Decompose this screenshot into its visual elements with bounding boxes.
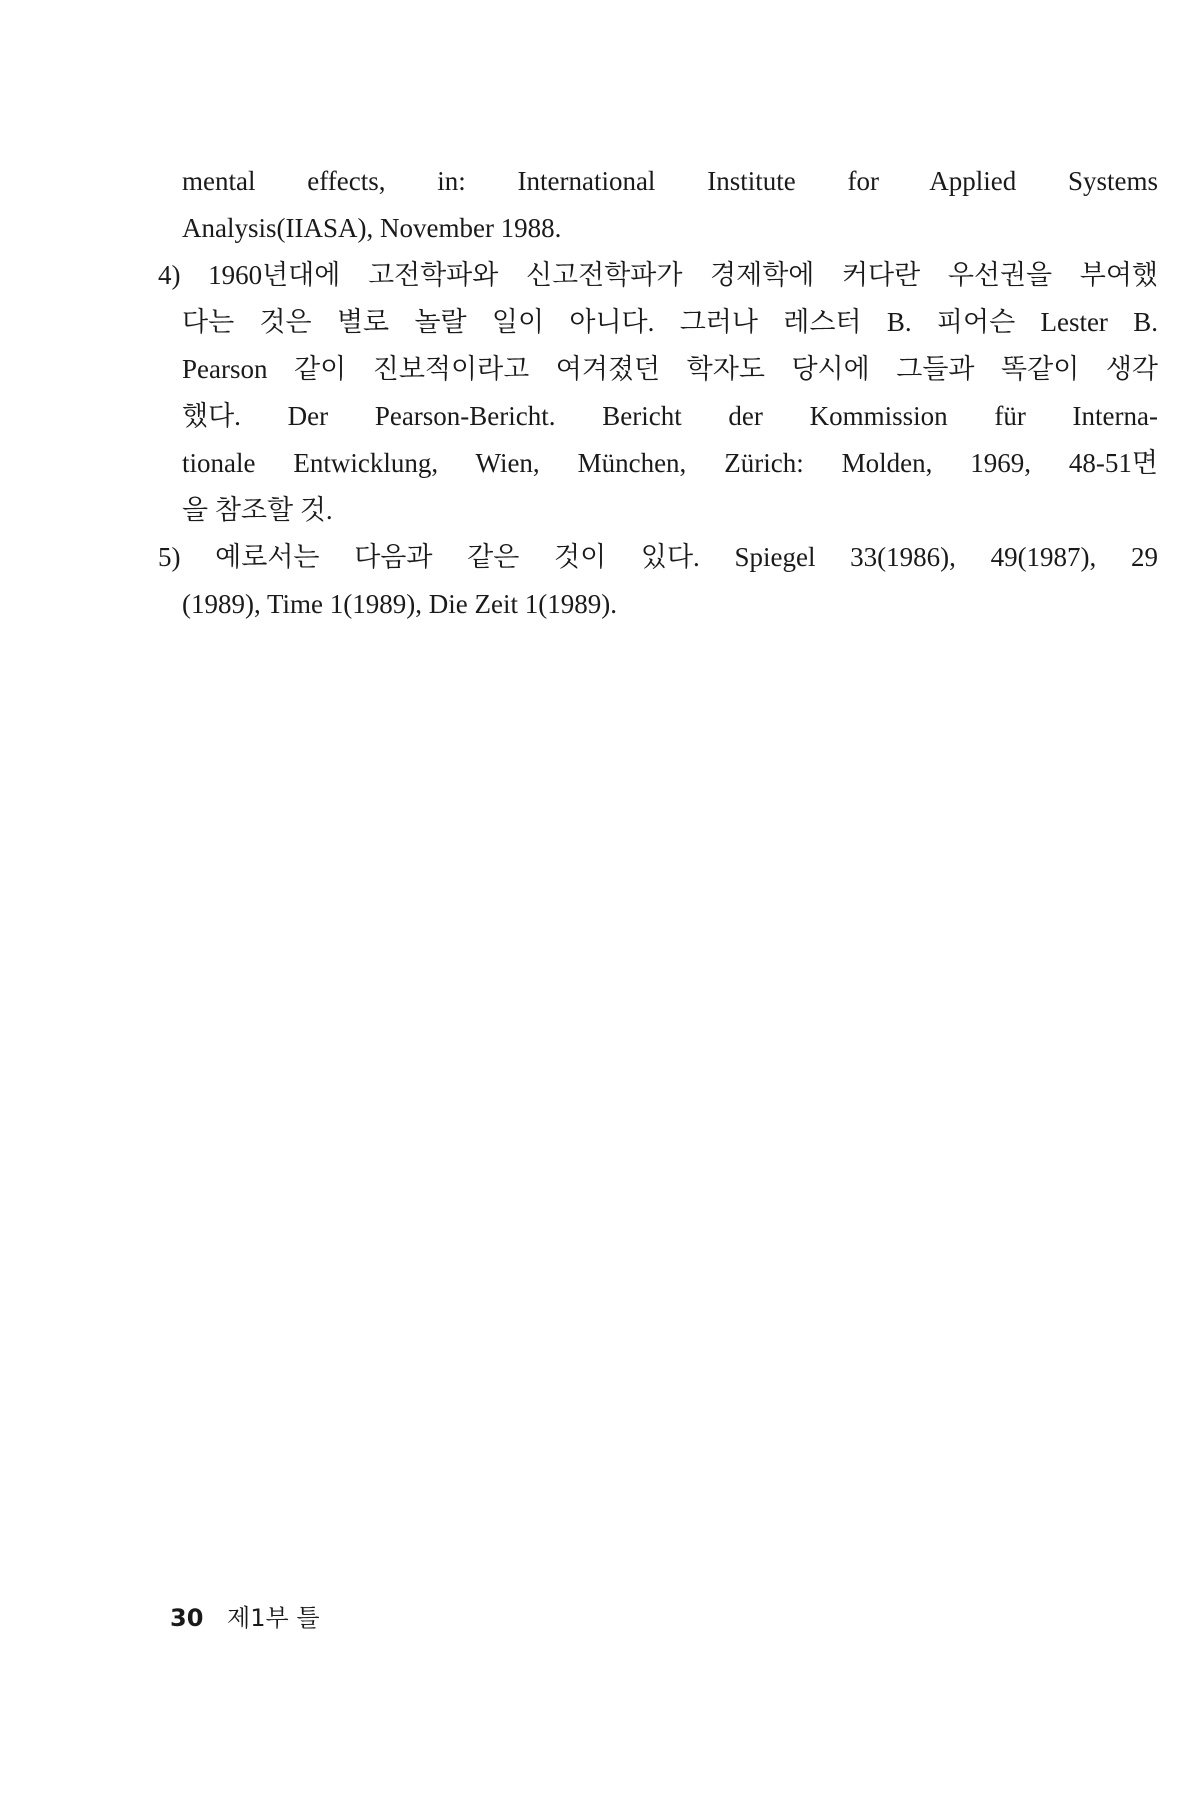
footnote-line: 을 참조할 것. bbox=[182, 495, 333, 525]
footnote-line: Pearson 같이 진보적이라고 여겨졌던 학자도 당시에 그들과 똑같이 생각 bbox=[182, 354, 1158, 384]
footnote-5-start: 5) 예로서는 다음과 같은 것이 있다. Spiegel 33(1986), 49(1987), 29 bbox=[158, 542, 1158, 572]
running-section-title: 제1부 틀 bbox=[227, 1604, 320, 1632]
footnote-4-start: 4) 1960년대에 고전학파와 신고전학파가 경제학에 커다란 우선권을 부여했 bbox=[158, 260, 1158, 290]
footnote-line: mental effects, in: International Institute for Applied Systems bbox=[182, 166, 1158, 196]
footnote-line: tionale Entwicklung, Wien, München, Zürich: Molden, 1969, 48-51면 bbox=[182, 448, 1158, 478]
footnote-line: 다는 것은 별로 놀랄 일이 아니다. 그러나 레스터 B. 피어슨 Lester B. bbox=[182, 307, 1158, 337]
footnote-line: (1989), Time 1(1989), Die Zeit 1(1989). bbox=[182, 589, 617, 619]
footnote-line: 했다. Der Pearson-Bericht. Bericht der Kommission für Interna- bbox=[182, 401, 1158, 431]
footnotes-block bbox=[158, 158, 1158, 628]
page-footer bbox=[170, 1598, 320, 1633]
footnote-line: Analysis(IIASA), November 1988. bbox=[182, 213, 562, 243]
page-number: 30 bbox=[170, 1604, 204, 1632]
